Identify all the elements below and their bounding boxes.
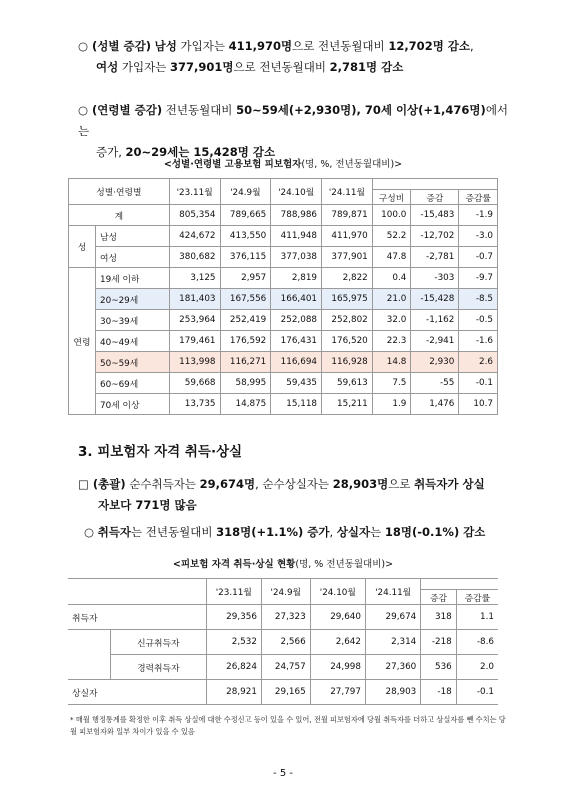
cell: -0.1 bbox=[459, 373, 498, 394]
cell: 116,928 bbox=[322, 352, 373, 373]
cell: 805,354 bbox=[169, 205, 220, 226]
cell: 413,550 bbox=[220, 226, 271, 247]
cell: 26,824 bbox=[206, 655, 261, 680]
cell: -12,702 bbox=[411, 226, 459, 247]
p1-text3: 가입자는 bbox=[118, 60, 170, 74]
change-loser: 상실자 bbox=[336, 525, 371, 539]
cell: 27,797 bbox=[310, 680, 365, 705]
cell: 788,986 bbox=[271, 205, 322, 226]
p1-male-change: 12,702명 감소 bbox=[388, 39, 471, 53]
cell: 176,520 bbox=[322, 331, 373, 352]
p1-male: 남성 bbox=[154, 39, 177, 53]
table2-caption-title: <피보험 자격 취득·상실 현황 bbox=[172, 559, 296, 570]
summary-text3: 으로 bbox=[388, 477, 415, 491]
cell: -0.1 bbox=[456, 680, 498, 705]
cell: 2,566 bbox=[261, 630, 310, 655]
cell: 32.0 bbox=[372, 310, 411, 331]
change-paragraph bbox=[84, 522, 514, 543]
cell: -55 bbox=[411, 373, 459, 394]
cell: 28,921 bbox=[206, 680, 261, 705]
cell: 47.8 bbox=[372, 247, 411, 268]
table-row bbox=[69, 268, 498, 289]
cell: 14.8 bbox=[372, 352, 411, 373]
table-row-highlight-50s bbox=[69, 352, 498, 373]
cell: 0.4 bbox=[372, 268, 411, 289]
cell: 176,431 bbox=[271, 331, 322, 352]
row-label: 계 bbox=[69, 205, 170, 226]
cell: 165,975 bbox=[322, 289, 373, 310]
cell: 15,211 bbox=[322, 394, 373, 415]
cell: 24,998 bbox=[310, 655, 365, 680]
th-2409: '24.9월 bbox=[261, 579, 310, 605]
cell: 52.2 bbox=[372, 226, 411, 247]
p1-male-count: 411,970명 bbox=[228, 39, 293, 53]
cell: 1,476 bbox=[411, 394, 459, 415]
table-row bbox=[68, 655, 498, 680]
summary-conclusion2: 자보다 771명 많음 bbox=[98, 498, 197, 512]
section-title: 3. 피보험자 자격 취득·상실 bbox=[78, 444, 243, 460]
acquisition-loss-table bbox=[68, 578, 498, 705]
cell: 13,735 bbox=[169, 394, 220, 415]
cell: 22.3 bbox=[372, 331, 411, 352]
cell: 253,964 bbox=[169, 310, 220, 331]
row-label: 20~29세 bbox=[96, 289, 170, 310]
cell: 29,356 bbox=[206, 605, 261, 630]
cell: 1.1 bbox=[456, 605, 498, 630]
group-label-age: 연령 bbox=[69, 268, 96, 415]
cell: 789,871 bbox=[322, 205, 373, 226]
change-decrease: 18명(-0.1%) 감소 bbox=[384, 525, 486, 539]
cell: 2,642 bbox=[310, 630, 365, 655]
th-2411: '24.11월 bbox=[322, 179, 373, 205]
th-2411: '24.11월 bbox=[365, 579, 420, 605]
row-sublabel: 신규취득자 bbox=[111, 630, 207, 655]
insured-by-gender-age-table bbox=[68, 178, 498, 415]
cell: 116,271 bbox=[220, 352, 271, 373]
table1-caption-title: <성별·연령별 고용보험 피보험자 bbox=[163, 159, 302, 170]
cell: -1.6 bbox=[459, 331, 498, 352]
cell: -8.6 bbox=[456, 630, 498, 655]
cell: 10.7 bbox=[459, 394, 498, 415]
table-row bbox=[69, 331, 498, 352]
p1-female-change: 2,781명 감소 bbox=[329, 60, 404, 74]
cell: -218 bbox=[421, 630, 457, 655]
cell: 14,875 bbox=[220, 394, 271, 415]
cell: 166,401 bbox=[271, 289, 322, 310]
summary-text: 순수취득자는 bbox=[125, 477, 200, 491]
cell: 318 bbox=[421, 605, 457, 630]
change-text2: 는 bbox=[370, 525, 385, 539]
cell: 3,125 bbox=[169, 268, 220, 289]
cell: 2,314 bbox=[365, 630, 420, 655]
cell: -2,781 bbox=[411, 247, 459, 268]
cell: 24,757 bbox=[261, 655, 310, 680]
table-row bbox=[69, 310, 498, 331]
table2-caption bbox=[0, 556, 566, 570]
change-bullet: ○ bbox=[84, 525, 98, 539]
cell: 15,118 bbox=[271, 394, 322, 415]
cell: 29,640 bbox=[310, 605, 365, 630]
cell: 789,665 bbox=[220, 205, 271, 226]
th-rate: 증감률 bbox=[459, 190, 498, 205]
summary-conclusion: 취득자가 상실 bbox=[414, 477, 485, 491]
cell: 377,038 bbox=[271, 247, 322, 268]
cell: 21.0 bbox=[372, 289, 411, 310]
cell: 27,360 bbox=[365, 655, 420, 680]
row-label: 남성 bbox=[96, 226, 170, 247]
cell: -303 bbox=[411, 268, 459, 289]
table-row bbox=[69, 373, 498, 394]
row-sublabel: 경력취득자 bbox=[111, 655, 207, 680]
table-row bbox=[68, 605, 498, 630]
th-2311: '23.11월 bbox=[169, 179, 220, 205]
p2-decrease: 20~29세는 15,428명 감소 bbox=[125, 145, 276, 159]
p2-increase: 50~59세(+2,930명), 70세 이상(+1,476명) bbox=[236, 103, 486, 117]
cell: 252,419 bbox=[220, 310, 271, 331]
page-number: - 5 - bbox=[273, 768, 293, 779]
table1-caption bbox=[0, 156, 566, 170]
p2-text3: 증가, bbox=[96, 145, 126, 159]
table1-caption-unit: (명, %, 전년동월대비)> bbox=[301, 159, 403, 170]
th-share: 구성비 bbox=[372, 190, 411, 205]
cell: 2.6 bbox=[459, 352, 498, 373]
cell: 27,323 bbox=[261, 605, 310, 630]
cell: 28,903 bbox=[365, 680, 420, 705]
row-label: 60~69세 bbox=[96, 373, 170, 394]
th-rate: 증감률 bbox=[456, 590, 498, 605]
cell: 536 bbox=[421, 655, 457, 680]
cell: 59,435 bbox=[271, 373, 322, 394]
cell: -1,162 bbox=[411, 310, 459, 331]
cell: 2,819 bbox=[271, 268, 322, 289]
cell: 59,668 bbox=[169, 373, 220, 394]
change-comma: , bbox=[329, 525, 337, 539]
summary-paragraph bbox=[78, 474, 518, 516]
cell: 424,672 bbox=[169, 226, 220, 247]
cell: 377,901 bbox=[322, 247, 373, 268]
p1-female-count: 377,901명 bbox=[169, 60, 234, 74]
p1-text4: 으로 전년동월대비 bbox=[233, 60, 330, 74]
cell: 100.0 bbox=[372, 205, 411, 226]
footnote: * 매월 행정통계를 확정한 이후 취득 상실에 대한 수정신고 등이 있을 수 있어, 전월 피보험자에 당월 취득자를 더하고 상실자를 뺀 수치는 당월 피보험자와 일부 차이가 있을 수 있음 bbox=[70, 715, 506, 736]
row-label: 30~39세 bbox=[96, 310, 170, 331]
row-label: 19세 이하 bbox=[96, 268, 170, 289]
cell: 2.0 bbox=[456, 655, 498, 680]
paragraph-age-change bbox=[78, 100, 518, 163]
th-spacer bbox=[372, 179, 497, 190]
change-text: 는 전년동월대비 bbox=[131, 525, 217, 539]
cell: -18 bbox=[421, 680, 457, 705]
change-increase: 318명(+1.1%) 증가 bbox=[216, 525, 330, 539]
cell: -1.9 bbox=[459, 205, 498, 226]
cell: 181,403 bbox=[169, 289, 220, 310]
cell: 167,556 bbox=[220, 289, 271, 310]
cell: -8.5 bbox=[459, 289, 498, 310]
cell: 113,998 bbox=[169, 352, 220, 373]
indent-cell bbox=[68, 630, 111, 655]
cell: 7.5 bbox=[372, 373, 411, 394]
cell: 411,970 bbox=[322, 226, 373, 247]
table-row bbox=[69, 247, 498, 268]
th-blank bbox=[68, 579, 206, 605]
cell: -9.7 bbox=[459, 268, 498, 289]
cell: 2,930 bbox=[411, 352, 459, 373]
cell: 179,461 bbox=[169, 331, 220, 352]
cell: 176,592 bbox=[220, 331, 271, 352]
th-2311: '23.11월 bbox=[206, 579, 261, 605]
p1-female: 여성 bbox=[96, 60, 119, 74]
summary-acquired: 29,674명 bbox=[199, 477, 256, 491]
p1-head: ○ (성별 증감) bbox=[78, 39, 151, 53]
table-row bbox=[69, 205, 498, 226]
cell: 376,115 bbox=[220, 247, 271, 268]
th-category: 성별·연령별 bbox=[69, 179, 170, 205]
p1-comma: , bbox=[470, 39, 474, 53]
th-2409: '24.9월 bbox=[220, 179, 271, 205]
cell: 2,822 bbox=[322, 268, 373, 289]
indent-cell bbox=[68, 655, 111, 680]
p1-text: 가입자는 bbox=[176, 39, 229, 53]
p2-head: ○ (연령별 증감) bbox=[78, 103, 163, 117]
th-change: 증감 bbox=[421, 590, 457, 605]
cell: 29,165 bbox=[261, 680, 310, 705]
th-2410: '24.10월 bbox=[310, 579, 365, 605]
cell: 1.9 bbox=[372, 394, 411, 415]
summary-text2: , 순수상실자는 bbox=[255, 477, 333, 491]
table2-caption-unit: (명, % 전년동월대비)> bbox=[295, 559, 394, 570]
cell: -0.7 bbox=[459, 247, 498, 268]
cell: 2,957 bbox=[220, 268, 271, 289]
th-2410: '24.10월 bbox=[271, 179, 322, 205]
summary-head: □ (총괄) bbox=[78, 477, 126, 491]
row-label: 상실자 bbox=[68, 680, 206, 705]
table-row bbox=[68, 630, 498, 655]
cell: 59,613 bbox=[322, 373, 373, 394]
change-acquirer: 취득자 bbox=[97, 525, 132, 539]
cell: 116,694 bbox=[271, 352, 322, 373]
group-label-gender: 성 bbox=[69, 226, 96, 268]
row-label: 70세 이상 bbox=[96, 394, 170, 415]
p1-text2: 으로 전년동월대비 bbox=[292, 39, 389, 53]
cell: 29,674 bbox=[365, 605, 420, 630]
cell: 411,948 bbox=[271, 226, 322, 247]
p2-text2: 에서는 bbox=[78, 103, 509, 138]
th-spacer bbox=[421, 579, 498, 590]
cell: 252,088 bbox=[271, 310, 322, 331]
cell: -15,428 bbox=[411, 289, 459, 310]
row-label: 40~49세 bbox=[96, 331, 170, 352]
cell: -0.5 bbox=[459, 310, 498, 331]
row-label: 취득자 bbox=[68, 605, 206, 630]
th-change: 증감 bbox=[411, 190, 459, 205]
cell: -3.0 bbox=[459, 226, 498, 247]
cell: 252,802 bbox=[322, 310, 373, 331]
table-row bbox=[69, 394, 498, 415]
row-label: 50~59세 bbox=[96, 352, 170, 373]
p2-text: 전년동월대비 bbox=[162, 103, 237, 117]
cell: -2,941 bbox=[411, 331, 459, 352]
cell: 380,682 bbox=[169, 247, 220, 268]
row-label: 여성 bbox=[96, 247, 170, 268]
summary-lost: 28,903명 bbox=[332, 477, 389, 491]
cell: 58,995 bbox=[220, 373, 271, 394]
cell: 2,532 bbox=[206, 630, 261, 655]
paragraph-gender-change bbox=[78, 36, 518, 78]
table-row bbox=[68, 680, 498, 705]
table-row-highlight-20s bbox=[69, 289, 498, 310]
cell: -15,483 bbox=[411, 205, 459, 226]
table-row bbox=[69, 226, 498, 247]
